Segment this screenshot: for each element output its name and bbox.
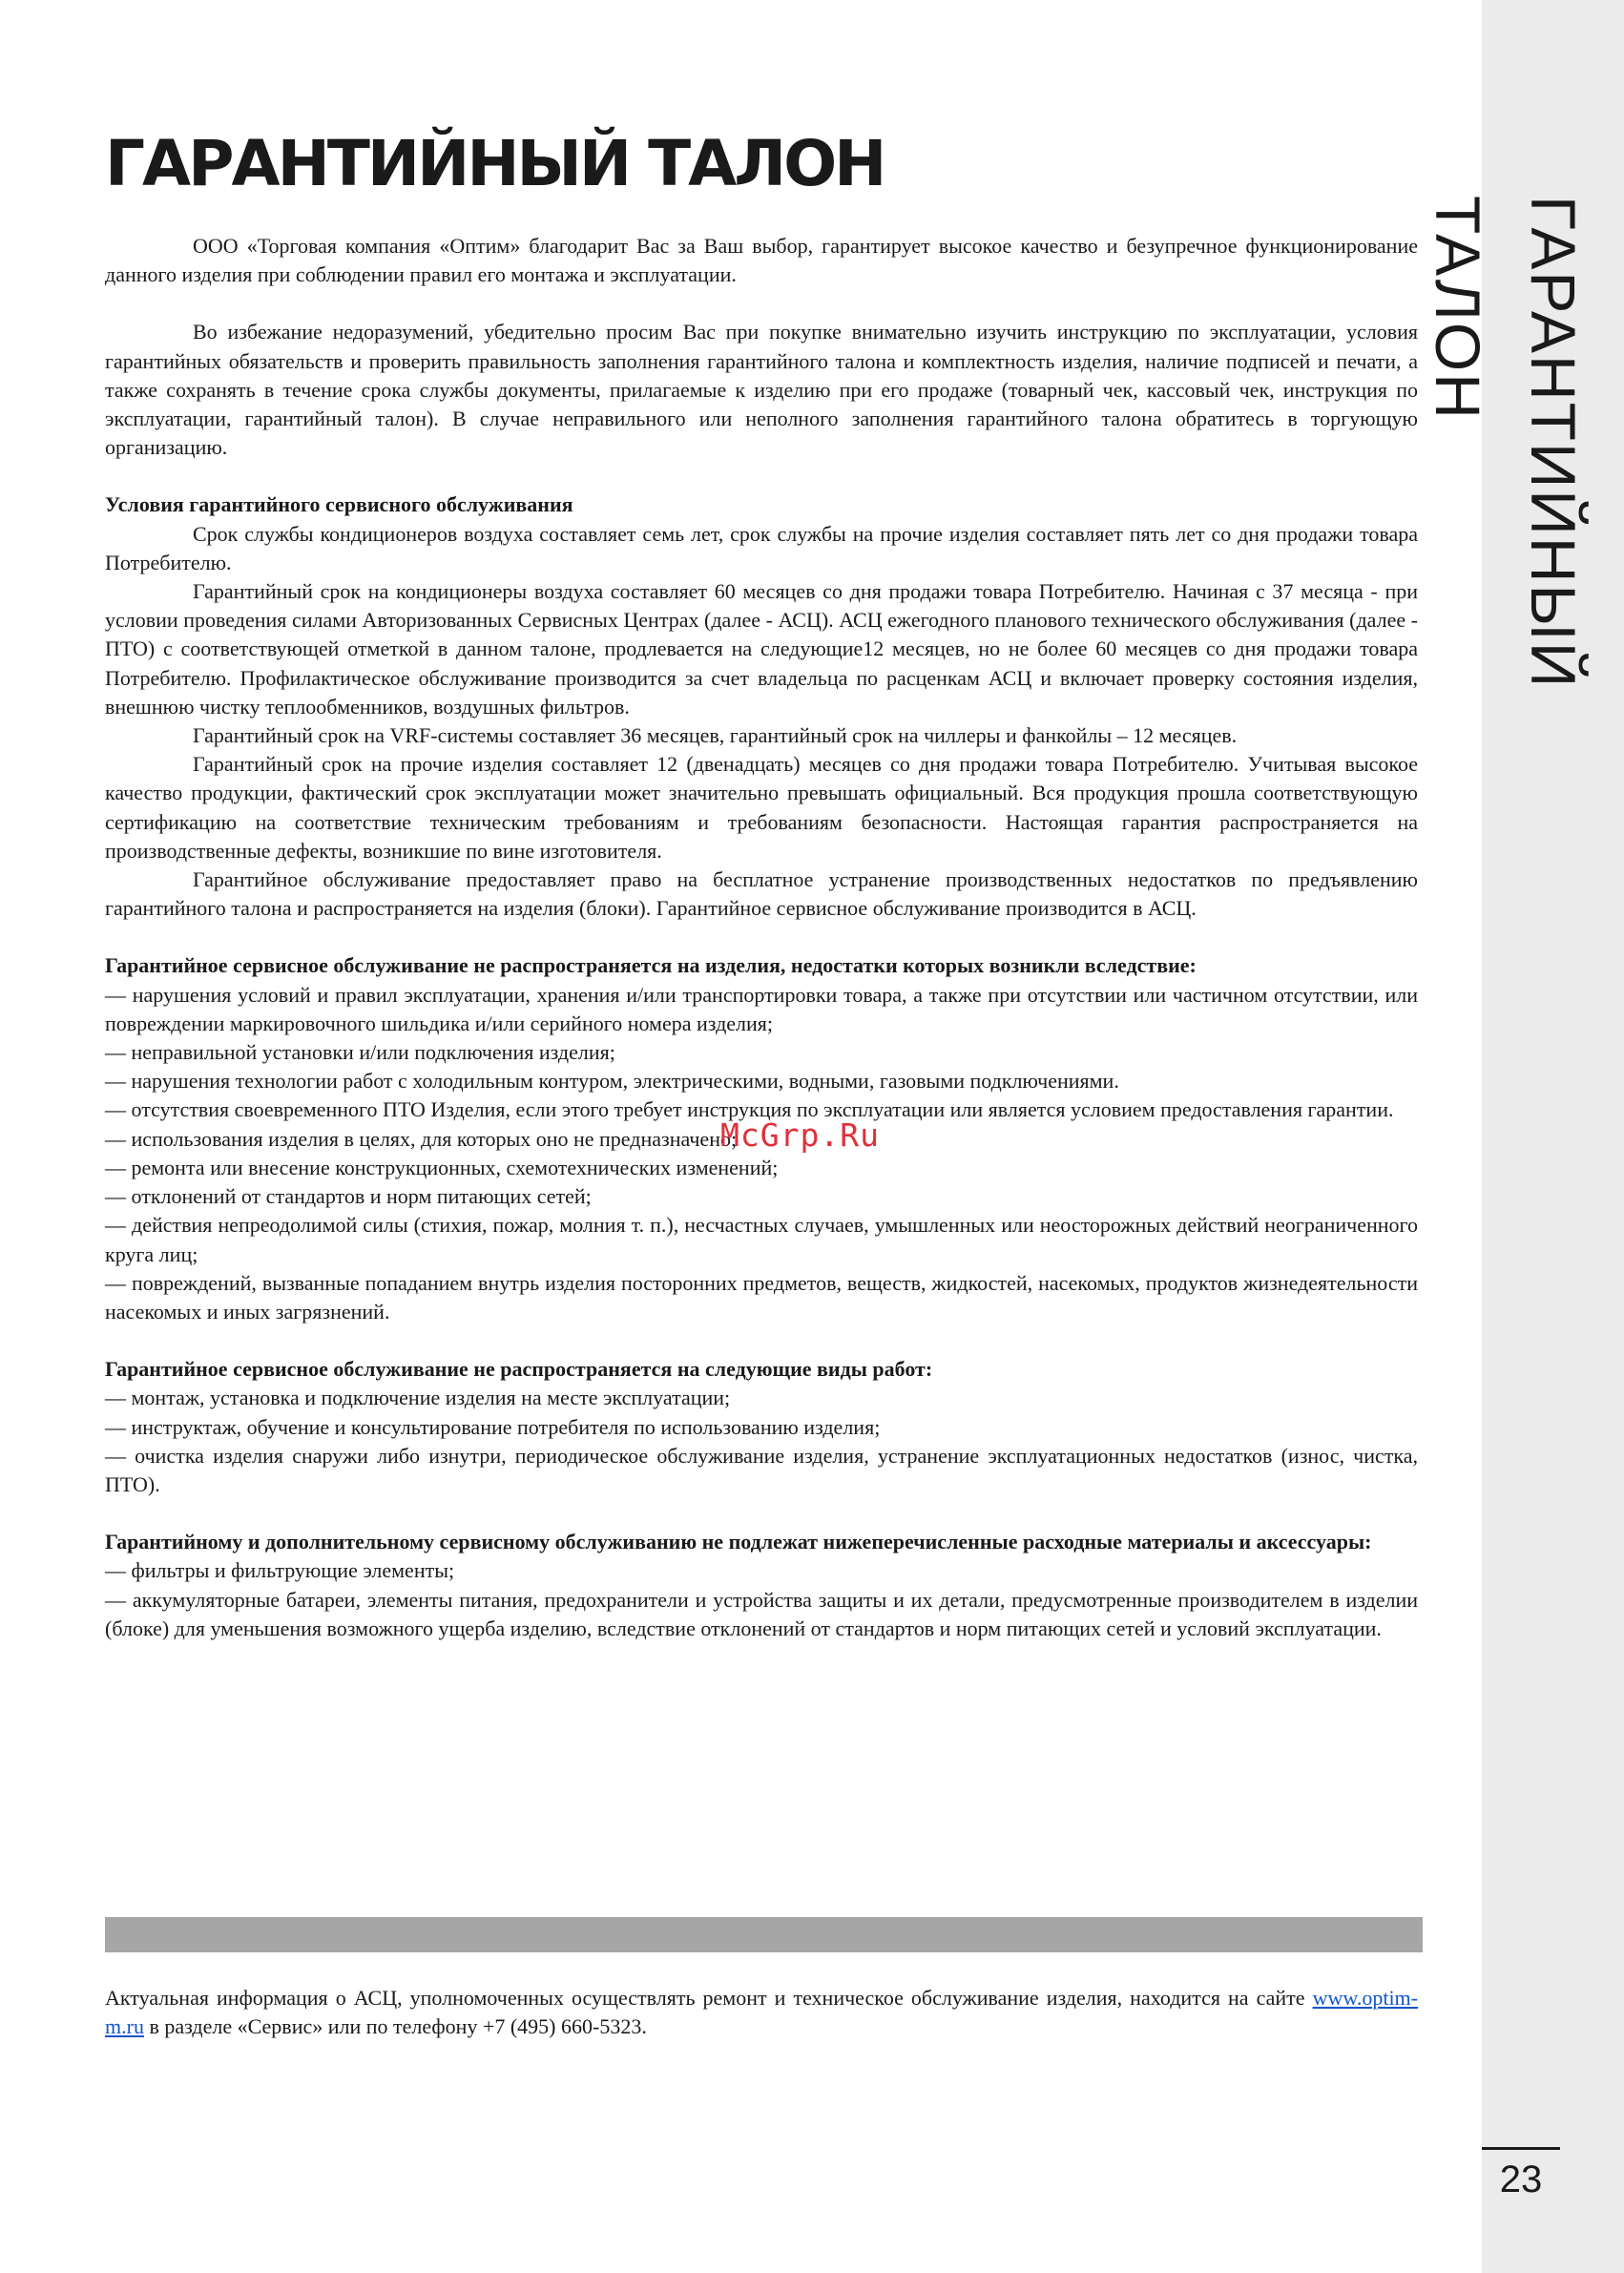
section-heading-consumables: Гарантийному и дополнительному сервисному обслуживанию не подлежат нижеперечисленные расходные материалы и аксессуары: xyxy=(105,1530,1372,1554)
section-heading-work-exclusions: Гарантийное сервисное обслуживание не распространяется на следующие виды работ: xyxy=(105,1357,933,1382)
page-number-rule xyxy=(1482,2147,1560,2150)
page-number: 23 xyxy=(1499,2158,1543,2200)
footer-info xyxy=(105,1984,1418,2041)
intro-paragraph-2: Во избежание недоразумений, убедительно просим Вас при покупке внимательно изучить инструкцию по эксплуатации, условия гарантийных обязательств и проверить правильность заполнения гарантийного талона и комплектность изделия, наличие подписей и печати, а также сохранять в течение срока службы документы, прилагаемые к изделию при его продаже (товарный чек, кассовый чек, инструкция по эксплуатации, гарантийный талон). В случае неправильного или неполного заполнения гарантийного талона обратитесь в торгующую организацию. xyxy=(105,320,1418,460)
footer-text-after: в разделе «Сервис» или по телефону +7 (495) 660-5323. xyxy=(143,2014,647,2039)
exclusion-item: — использования изделия в целях, для которых оно не предназначено; xyxy=(105,1126,738,1151)
conditions-paragraph: Гарантийный срок на прочие изделия составляет 12 (двенадцать) месяцев со дня продажи товара Потребителю. Учитывая высокое качество продукции, фактический срок эксплуатации может значительно превышать официальный. Вся продукция прошла соответствующую сертификацию на соответствие техническим требованиям и требованиям безопасности. Настоящая гарантия распространяется на производственные дефекты, возникшие по вине изготовителя. xyxy=(105,752,1418,863)
conditions-paragraph: Гарантийное обслуживание предоставляет право на бесплатное устранение производственных недостатков по предъявлению гарантийного талона и распространяется на изделия (блоки). Гарантийное сервисное обслуживание производится в АСЦ. xyxy=(105,867,1418,921)
consumable-item: — фильтры и фильтрующие элементы; xyxy=(105,1558,455,1583)
exclusion-item: — нарушения условий и правил эксплуатации, хранения и/или транспортировки товара, а также при отсутствии или частичном отсутствии, или повреждении маркировочного шильдика и/или серийного номера изделия; xyxy=(105,982,1418,1035)
exclusion-item: — отклонений от стандартов и норм питающих сетей; xyxy=(105,1184,592,1209)
footer-text-before: Актуальная информация о АСЦ, уполномоченных осуществлять ремонт и техническое обслуживание изделия, находится на сайте xyxy=(105,1986,1313,2010)
page-title: ГАРАНТИЙНЫЙ ТАЛОН xyxy=(105,127,885,200)
work-exclusion-item: — инструктаж, обучение и консультирование потребителя по использованию изделия; xyxy=(105,1414,881,1439)
work-exclusion-item: — очистка изделия снаружи либо изнутри, периодическое обслуживание изделия, устранение эксплуатационных недостатков (износ, чистка, ПТО). xyxy=(105,1443,1418,1496)
section-heading-exclusions: Гарантийное сервисное обслуживание не распространяется на изделия, недостатки которых возникли вследствие: xyxy=(105,953,1197,978)
conditions-paragraph: Гарантийный срок на кондиционеры воздуха составляет 60 месяцев со дня продажи товара Потребителю. Начиная с 37 месяца - при условии проведения силами Авторизованных Сервисных Центрах (далее - АСЦ). АСЦ ежегодного планового технического обслуживания (далее - ПТО) с соответствующей отметкой в данном талоне, продлевается на следующие12 месяцев, но не более 60 месяцев со дня продажи товара Потребителю. Профилактическое обслуживание производится за счет владельца по расценкам АСЦ и включает проверку состояния изделия, внешнюю чистку теплообменников, воздушных фильтров. xyxy=(105,579,1418,719)
website-link[interactable]: www.optim-m.ru xyxy=(105,1986,1418,2039)
exclusion-item: — отсутствия своевременного ПТО Изделия, если этого требует инструкция по эксплуатации или является условием предоставления гарантии. xyxy=(105,1097,1394,1122)
side-title: ГАРАНТИЙНЫЙ ТАЛОН xyxy=(1423,196,1589,690)
watermark: McGrp.Ru xyxy=(720,1116,880,1154)
conditions-paragraph: Срок службы кондиционеров воздуха составляет семь лет, срок службы на прочие изделия составляет пять лет со дня продажи товара Потребителю. xyxy=(105,521,1418,574)
conditions-paragraph: Гарантийный срок на VRF-системы составляет 36 месяцев, гарантийный срок на чиллеры и фанкойлы – 12 месяцев. xyxy=(193,723,1238,748)
exclusion-item: — ремонта или внесение конструкционных, схемотехнических изменений; xyxy=(105,1155,779,1179)
warranty-text xyxy=(105,232,1418,1643)
work-exclusion-item: — монтаж, установка и подключение изделия на месте эксплуатации; xyxy=(105,1386,731,1410)
footer-paragraph xyxy=(105,1984,1418,2041)
exclusion-item: — нарушения технологии работ с холодильным контуром, электрическими, водными, газовыми подключениями. xyxy=(105,1069,1119,1094)
exclusion-item: — действия непреодолимой силы (стихия, пожар, молния т. п.), несчастных случаев, умышленных или неосторожных действий неограниченного круга лиц; xyxy=(105,1213,1418,1266)
consumable-item: — аккумуляторные батареи, элементы питания, предохранители и устройства защиты и их детали, предусмотренные производителем в изделии (блоке) для уменьшения возможного ущерба изделию, вследствие отклонений от стандартов и норм питающих сетей и условий эксплуатации. xyxy=(105,1587,1418,1640)
exclusion-item: — неправильной установки и/или подключения изделия; xyxy=(105,1040,615,1065)
gray-divider-bar xyxy=(105,1917,1423,1952)
exclusion-item: — повреждений, вызванные попаданием внутрь изделия посторонних предметов, веществ, жидкостей, насекомых, продуктов жизнедеятельности насекомых и иных загрязнений. xyxy=(105,1270,1418,1324)
intro-paragraph-1: ООО «Торговая компания «Оптим» благодарит Вас за Ваш выбор, гарантирует высокое качество и безупречное функционирование данного изделия при соблюдении правил его монтажа и эксплуатации. xyxy=(105,234,1418,287)
section-heading-conditions: Условия гарантийного сервисного обслуживания xyxy=(105,492,573,517)
